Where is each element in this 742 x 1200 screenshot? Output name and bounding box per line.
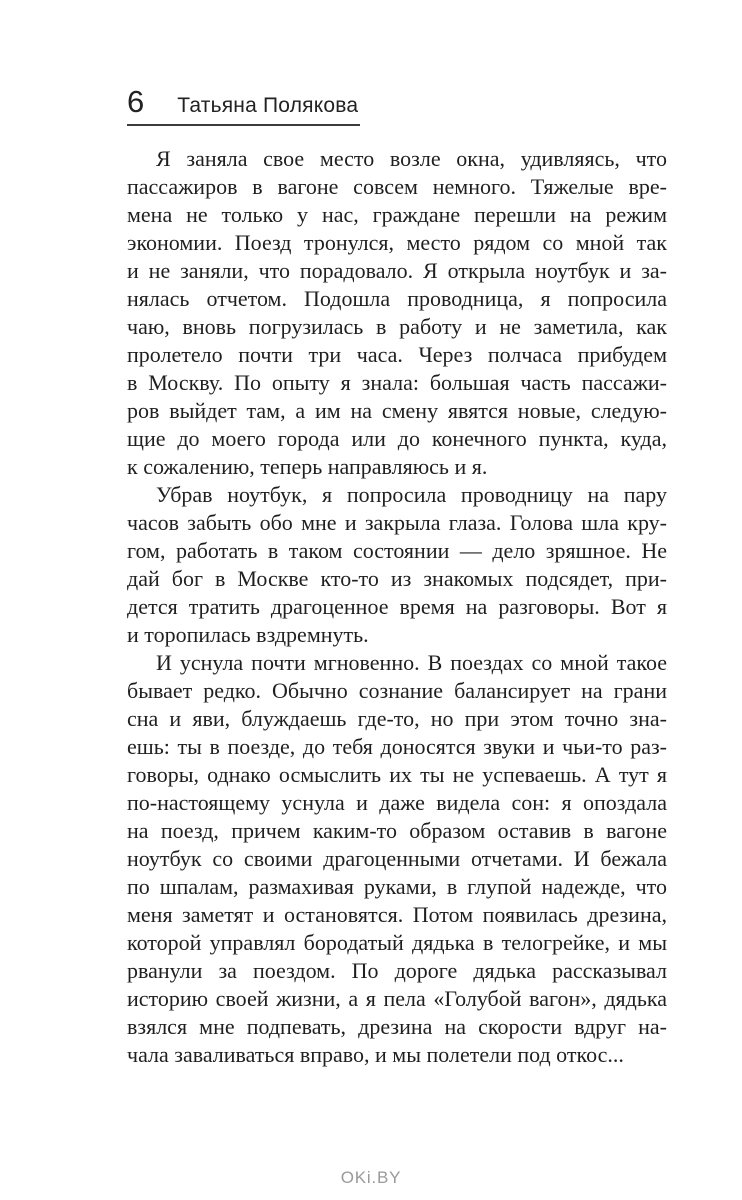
text-line: часов забыть обо мне и закрыла глаза. Голова шла кру-	[127, 510, 667, 535]
text-line: бывает редко. Обычно сознание балансирует на грани	[127, 678, 667, 703]
text-line: которой управлял бородатый дядька в телогрейке, и мы	[127, 930, 667, 955]
text-line: по-настоящему уснула и даже видела сон: я опоздала	[127, 790, 667, 815]
text-line: пассажиров в вагоне совсем немного. Тяжелые вре-	[127, 174, 667, 199]
text-line: ешь: ты в поезде, до тебя доносятся звуки и чьи-то раз-	[127, 734, 667, 759]
text-line: щие до моего города или до конечного пункта, куда,	[127, 426, 667, 451]
text-line: гом, работать в таком состоянии — дело зряшное. Не	[127, 538, 667, 563]
watermark: OKi.BY	[340, 1168, 402, 1187]
text-line: в Москву. По опыту я знала: большая часть пассажи-	[127, 370, 667, 395]
paragraph	[127, 481, 667, 649]
text-line: ноутбук со своими драгоценными отчетами. И бежала	[127, 846, 667, 871]
text-line: Убрав ноутбук, я попросила проводницу на пару	[156, 482, 667, 507]
text-line: рванули за поездом. По дороге дядька рассказывал	[127, 958, 667, 983]
text-line: сна и яви, блуждаешь где-то, но при этом точно зна-	[127, 706, 667, 731]
text-line: говоры, однако осмыслить их ты не успеваешь. А тут я	[127, 762, 667, 787]
running-title-author: Татьяна Полякова	[177, 94, 359, 117]
text-line: нялась отчетом. Подошла проводница, я попросила	[127, 286, 667, 311]
paragraph	[127, 145, 667, 481]
paragraph	[127, 649, 667, 1069]
text-line: мена не только у нас, граждане перешли на режим	[127, 202, 667, 227]
text-line: пролетело почти три часа. Через полчаса прибудем	[127, 342, 667, 367]
text-line: по шпалам, размахивая руками, в глупой надежде, что	[127, 874, 667, 899]
text-line: и торопилась вздремнуть.	[127, 622, 369, 647]
text-line: взялся мне подпевать, дрезина на скорости вдруг на-	[127, 1014, 667, 1039]
text-line: к сожалению, теперь направляюсь и я.	[127, 454, 488, 479]
text-line: Я заняла свое место возле окна, удивляясь, что	[156, 146, 667, 171]
text-line: И уснула почти мгновенно. В поездах со мной такое	[156, 650, 667, 675]
page-number: 6	[127, 84, 145, 119]
text-line: дется тратить драгоценное время на разговоры. Вот я	[127, 594, 667, 619]
text-line: на поезд, причем каким-то образом оставив в вагоне	[127, 818, 667, 843]
body-text	[127, 145, 667, 1069]
text-line: чаю, вновь погрузилась в работу и не заметила, как	[127, 314, 667, 339]
text-line: ров выйдет там, а им на смену явятся новые, следую-	[127, 398, 667, 423]
page-header	[127, 86, 360, 126]
text-line: экономии. Поезд тронулся, место рядом со мной так	[127, 230, 667, 255]
text-line: и не заняли, что порадовало. Я открыла ноутбук и за-	[127, 258, 667, 283]
text-line: дай бог в Москве кто-то из знакомых подсядет, при-	[127, 566, 667, 591]
text-line: историю своей жизни, а я пела «Голубой вагон», дядька	[127, 986, 667, 1011]
text-line: чала заваливаться вправо, и мы полетели под откос...	[127, 1042, 624, 1067]
text-line: меня заметят и остановятся. Потом появилась дрезина,	[127, 902, 667, 927]
